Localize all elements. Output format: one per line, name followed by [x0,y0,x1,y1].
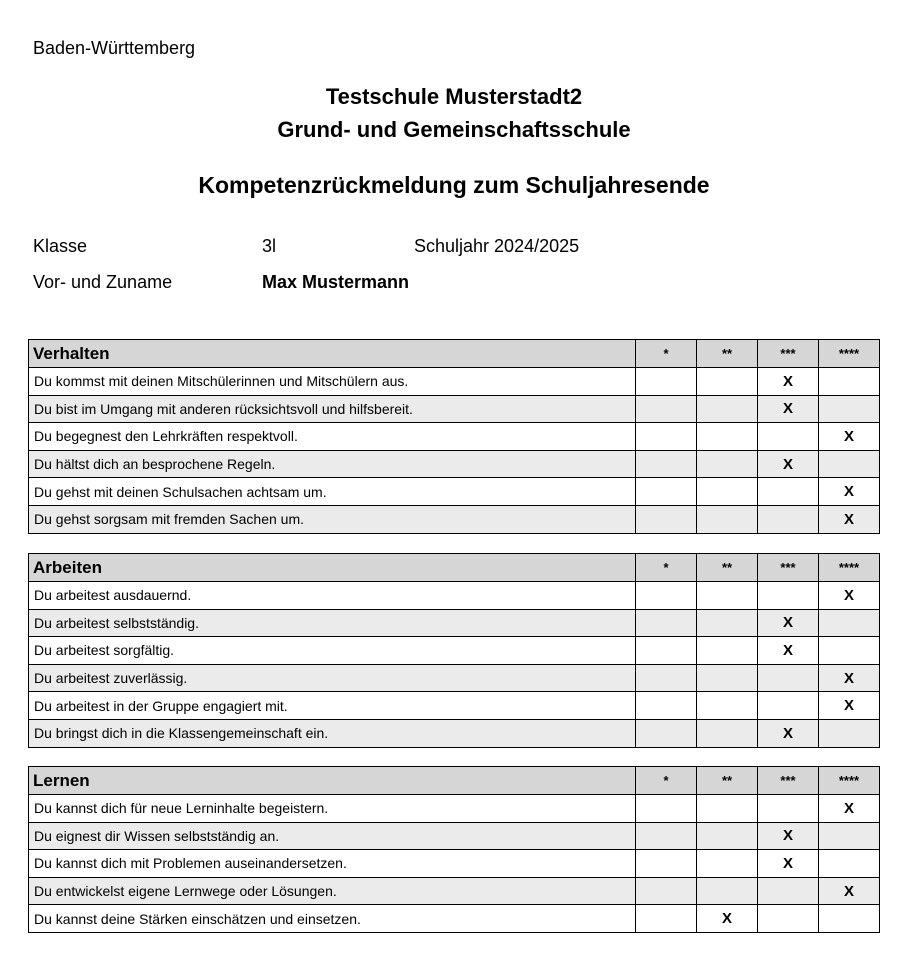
rating-cell: X [758,850,819,878]
rating-cell [636,582,697,610]
competency-statement: Du begegnest den Lehrkräften respektvoll. [29,423,636,451]
table-row [29,450,880,478]
name-label: Vor- und Zuname [33,272,173,292]
rating-cell [697,822,758,850]
rating-cell [697,795,758,823]
table-row [29,368,880,396]
rating-cell [636,505,697,533]
level-header: ** [697,767,758,795]
section-title: Lernen [29,767,636,795]
level-header: *** [758,340,819,368]
level-header: *** [758,554,819,582]
rating-cell [636,877,697,905]
competency-statement: Du kannst dich für neue Lerninhalte begeistern. [29,795,636,823]
table-row [29,423,880,451]
table-row [29,795,880,823]
table-row [29,395,880,423]
rating-cell [758,582,819,610]
rating-cell [697,423,758,451]
rating-cell [697,850,758,878]
table-row [29,664,880,692]
competency-statement: Du kannst deine Stärken einschätzen und einsetzen. [29,905,636,933]
school-name: Testschule Musterstadt2 [325,84,583,109]
rating-cell: X [697,905,758,933]
competency-statement: Du arbeitest selbstständig. [29,609,636,637]
rating-cell [636,850,697,878]
rating-cell [697,505,758,533]
rating-cell [819,368,880,396]
rating-cell: X [758,822,819,850]
rating-cell [697,450,758,478]
rating-cell [697,719,758,747]
rating-cell [758,423,819,451]
class-label: Klasse [33,236,88,256]
rating-cell: X [758,719,819,747]
rating-cell [697,368,758,396]
rating-cell [697,664,758,692]
rating-cell: X [758,368,819,396]
rating-cell: X [758,395,819,423]
table-row [29,822,880,850]
rating-cell: X [819,795,880,823]
rating-cell [819,850,880,878]
rating-cell: X [819,692,880,720]
rating-cell: X [758,609,819,637]
student-name: Max Mustermann [262,272,410,292]
rating-cell [697,609,758,637]
competency-statement: Du arbeitest sorgfältig. [29,637,636,665]
rating-cell [758,505,819,533]
rating-cell [697,582,758,610]
rating-cell [697,637,758,665]
competency-statement: Du bist im Umgang mit anderen rücksichtsvoll und hilfsbereit. [29,395,636,423]
rating-cell [636,719,697,747]
section-table-0 [28,339,880,534]
table-row [29,505,880,533]
rating-cell [819,609,880,637]
table-row [29,877,880,905]
rating-cell: X [819,505,880,533]
rating-cell: X [819,664,880,692]
rating-cell [636,609,697,637]
rating-cell: X [819,582,880,610]
level-header: * [636,554,697,582]
rating-cell [636,368,697,396]
rating-cell [758,795,819,823]
rating-cell [819,822,880,850]
competency-statement: Du eignest dir Wissen selbstständig an. [29,822,636,850]
section-title: Verhalten [29,340,636,368]
rating-cell [636,395,697,423]
rating-cell: X [758,637,819,665]
table-row [29,582,880,610]
rating-cell [636,692,697,720]
rating-cell [758,692,819,720]
table-row [29,692,880,720]
table-row [29,850,880,878]
rating-cell [758,664,819,692]
level-header: * [636,767,697,795]
competency-statement: Du kommst mit deinen Mitschülerinnen und Mitschülern aus. [29,368,636,396]
rating-cell [697,478,758,506]
section-title: Arbeiten [29,554,636,582]
document-title: Kompetenzrückmeldung zum Schuljahresende [198,172,710,198]
level-header: ** [697,554,758,582]
rating-cell [636,795,697,823]
rating-cell: X [819,478,880,506]
table-row [29,478,880,506]
competency-statement: Du kannst dich mit Problemen auseinandersetzen. [29,850,636,878]
level-header: **** [819,767,880,795]
rating-cell [636,450,697,478]
competency-statement: Du arbeitest zuverlässig. [29,664,636,692]
school-year: Schuljahr 2024/2025 [414,236,580,256]
rating-cell [819,395,880,423]
rating-cell [697,395,758,423]
rating-cell [636,905,697,933]
competency-statement: Du arbeitest in der Gruppe engagiert mit. [29,692,636,720]
rating-cell [758,905,819,933]
level-header: * [636,340,697,368]
competency-statement: Du bringst dich in die Klassengemeinschaft ein. [29,719,636,747]
rating-cell [758,478,819,506]
rating-cell [636,664,697,692]
competency-statement: Du hältst dich an besprochene Regeln. [29,450,636,478]
section-table-2 [28,766,880,933]
rating-cell [697,692,758,720]
table-row [29,719,880,747]
rating-cell: X [758,450,819,478]
table-row [29,609,880,637]
table-row [29,637,880,665]
level-header: **** [819,340,880,368]
rating-cell [819,905,880,933]
section-table-1 [28,553,880,748]
competency-statement: Du gehst mit deinen Schulsachen achtsam um. [29,478,636,506]
level-header: *** [758,767,819,795]
rating-cell: X [819,877,880,905]
competency-statement: Du gehst sorgsam mit fremden Sachen um. [29,505,636,533]
level-header: ** [697,340,758,368]
rating-cell [819,719,880,747]
state-label: Baden-Württemberg [33,38,196,58]
rating-cell [819,450,880,478]
rating-cell [758,877,819,905]
class-value: 3l [262,236,277,256]
rating-cell [636,423,697,451]
school-type: Grund- und Gemeinschaftsschule [277,117,631,142]
table-row [29,905,880,933]
rating-cell [636,822,697,850]
level-header: **** [819,554,880,582]
rating-cell: X [819,423,880,451]
competency-statement: Du arbeitest ausdauernd. [29,582,636,610]
rating-cell [636,478,697,506]
rating-cell [819,637,880,665]
rating-cell [636,637,697,665]
rating-cell [697,877,758,905]
competency-statement: Du entwickelst eigene Lernwege oder Lösungen. [29,877,636,905]
